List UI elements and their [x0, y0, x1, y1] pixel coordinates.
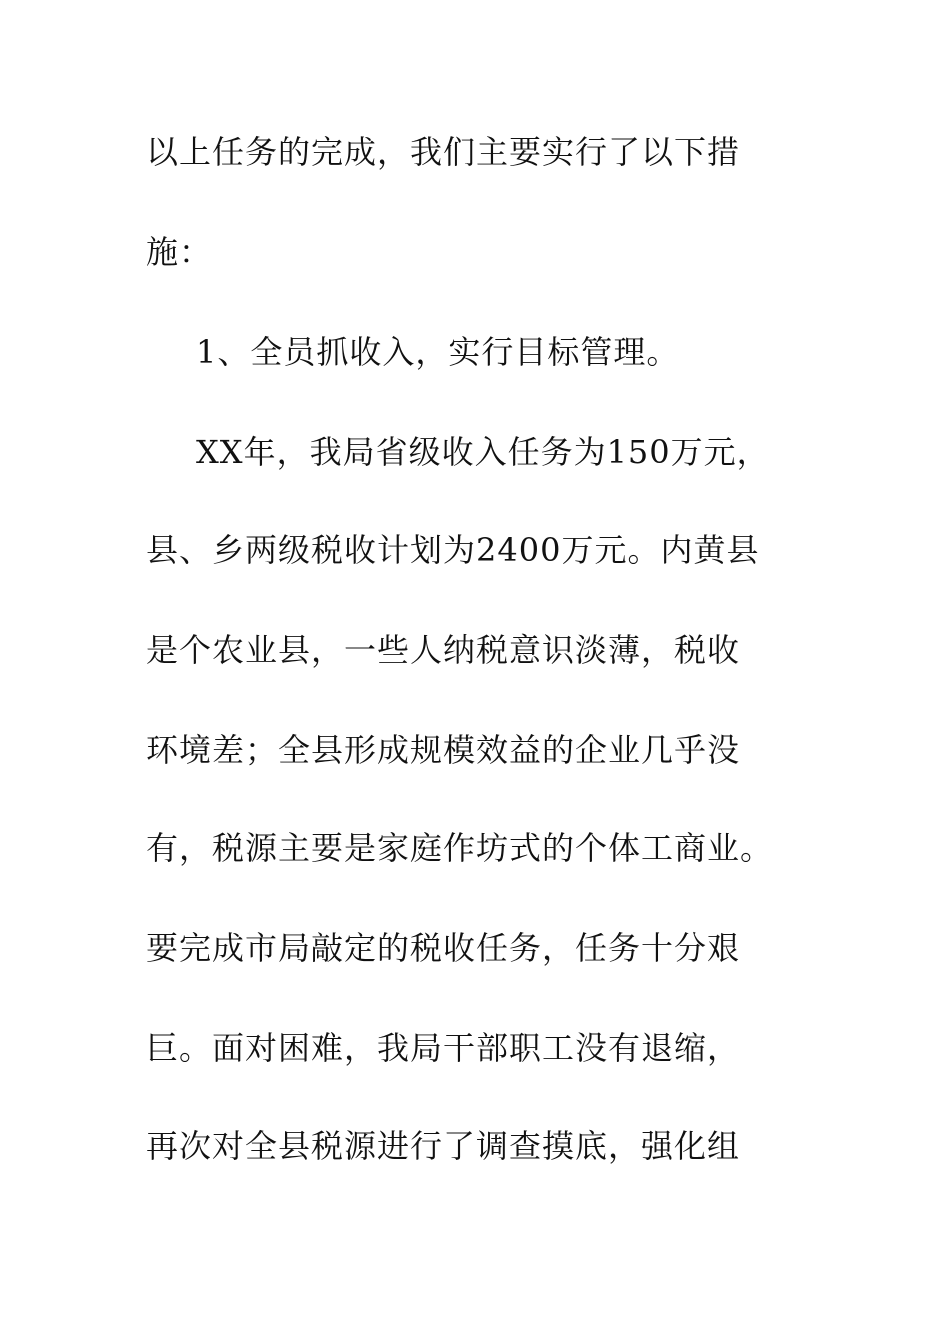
text-line: 再次对全县税源进行了调查摸底，强化组	[146, 1127, 741, 1165]
text-line: 有，税源主要是家庭作坊式的个体工商业。	[146, 829, 774, 867]
text-line: 是个农业县，一些人纳税意识淡薄，税收	[146, 631, 741, 669]
text-line: 巨。面对困难，我局干部职工没有退缩，	[146, 1029, 741, 1067]
text-line: 施：	[146, 233, 213, 271]
text-line: 环境差；全县形成规模效益的企业几乎没	[146, 731, 741, 769]
section-heading: 1、全员抓收入，实行目标管理。	[196, 333, 680, 371]
text-line: 县、乡两级税收计划为2400万元。内黄县	[146, 531, 760, 569]
text-line: XX年，我局省级收入任务为150万元，	[196, 433, 770, 471]
text-line: 以上任务的完成，我们主要实行了以下措	[146, 133, 741, 171]
text-line: 要完成市局敲定的税收任务，任务十分艰	[146, 929, 741, 967]
